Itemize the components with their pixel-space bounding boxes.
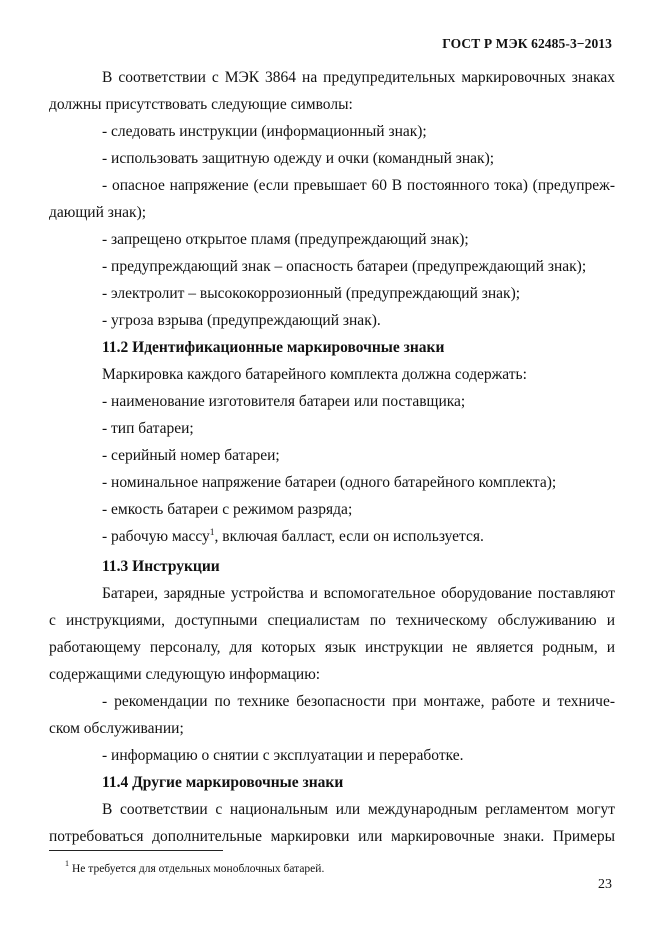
list-item-continuation: ском обслуживании;: [49, 720, 184, 737]
section-heading-11-3: 11.3 Инструкции: [102, 558, 220, 575]
section-heading-11-2: 11.2 Идентификационные маркировочные знаки: [102, 339, 445, 356]
footnote-separator: [49, 850, 223, 851]
footnote-reference[interactable]: 1: [209, 528, 215, 538]
list-item: - запрещено открытое пламя (предупреждающий знак);: [102, 231, 469, 248]
list-item: - наименование изготовителя батареи или поставщика;: [102, 393, 466, 410]
list-item-text: - рабочую массу: [102, 528, 210, 545]
list-item: - емкость батареи с режимом разряда;: [102, 501, 353, 518]
paragraph-line: с инструкциями, доступными специалистам по техническому обслуживанию и: [49, 612, 615, 629]
section-heading-11-4: 11.4 Другие маркировочные знаки: [102, 774, 344, 791]
paragraph-line: должны присутствовать следующие символы:: [49, 96, 353, 113]
list-item: - угроза взрыва (предупреждающий знак).: [102, 312, 381, 329]
list-item: - следовать инструкции (информационный знак);: [102, 123, 427, 140]
footnote-number: 1: [65, 859, 69, 868]
paragraph-line: В соответствии с национальным или международным регламентом могут: [102, 801, 615, 818]
list-item: - тип батареи;: [102, 420, 194, 437]
page-body: [49, 64, 615, 850]
page-header: ГОСТ Р МЭК 62485-3−2013: [442, 36, 612, 51]
list-item: - предупреждающий знак – опасность батареи (предупреждающий знак);: [102, 258, 587, 275]
list-item: - электролит – высококоррозионный (предупреждающий знак);: [102, 285, 521, 302]
list-item: - рекомендации по технике безопасности при монтаже, работе и техниче-: [102, 693, 615, 710]
list-item: [49, 523, 615, 553]
list-item: - номинальное напряжение батареи (одного батарейного комплекта);: [102, 474, 557, 491]
footnote: [65, 858, 324, 876]
footnote-text: Не требуется для отдельных моноблочных батарей.: [72, 862, 325, 875]
list-item: - информацию о снятии с эксплуатации и переработке.: [102, 747, 464, 764]
paragraph-line: содержащими следующую информацию:: [49, 666, 321, 683]
list-item: - использовать защитную одежду и очки (командный знак);: [102, 150, 495, 167]
list-item: - серийный номер батареи;: [102, 447, 280, 464]
paragraph-line: В соответствии с МЭК 3864 на предупредительных маркировочных знаках: [102, 69, 615, 86]
paragraph-line: Маркировка каждого батарейного комплекта должна содержать:: [102, 366, 527, 383]
list-item: - опасное напряжение (если превышает 60 В постоянного тока) (предупреж-: [102, 177, 615, 194]
page-number: 23: [598, 877, 612, 892]
paragraph-line: работающему персоналу, для которых язык инструкции не является родным, и: [49, 639, 615, 656]
paragraph-line: Батареи, зарядные устройства и вспомогательное оборудование поставляют: [102, 585, 615, 602]
paragraph-line: потребоваться дополнительные маркировки или маркировочные знаки. Примеры: [49, 828, 615, 845]
list-item-continuation: дающий знак);: [49, 204, 147, 221]
list-item-text: , включая балласт, если он используется.: [214, 528, 484, 545]
